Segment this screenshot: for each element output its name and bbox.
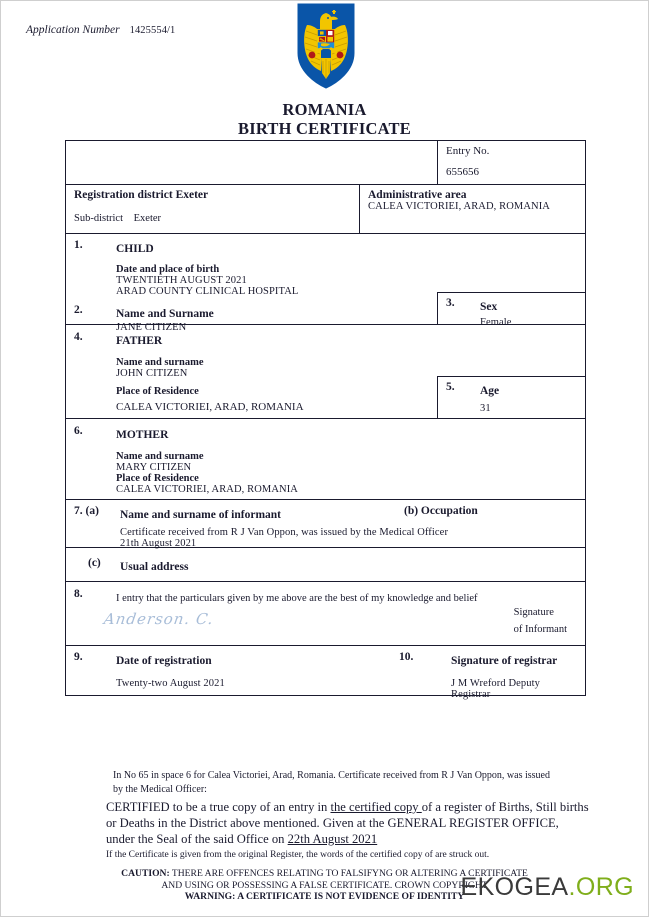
footer-note-line1: In No 65 in space 6 for Calea Victoriei, Arad, Romania. Certificate received from R J Van Oppon, was issued	[113, 770, 550, 781]
informant-signature: Anderson. C.	[102, 610, 216, 628]
mother-number: 6.	[74, 425, 83, 437]
informant-heading-line	[74, 505, 577, 523]
sex-number: 3.	[446, 297, 455, 309]
registrar-label: Signature of registrar	[451, 655, 558, 667]
declaration-number: 8.	[74, 588, 83, 600]
father-heading-line	[74, 331, 577, 349]
application-number-label: Application Number	[26, 24, 120, 36]
registration-district-label: Registration district Exeter	[74, 189, 209, 201]
dob-label: Date and place of birth	[116, 264, 220, 275]
sub-district-label: Sub-district	[74, 213, 123, 224]
sub-district-value: Exeter	[133, 213, 162, 224]
registrar-value: J M Wreford Deputy Registrar	[451, 678, 540, 700]
child-heading-line	[74, 239, 577, 257]
mother-content	[66, 419, 585, 501]
sub-district-line	[74, 213, 351, 224]
administrative-area-value: CALEA VICTORIEI, ARAD, ROMANIA	[368, 201, 550, 212]
father-title: FATHER	[116, 335, 163, 347]
application-number-value: 1425554/1	[129, 25, 176, 36]
age-cell	[437, 376, 585, 418]
sex-cell	[437, 292, 585, 328]
child-name-value: JANE CITIZEN	[116, 322, 187, 333]
registrar-heading-line	[399, 651, 577, 669]
informant-content	[66, 500, 585, 554]
declaration-content	[66, 582, 585, 612]
child-name-label: Name and Surname	[116, 308, 214, 320]
mother-title: MOTHER	[116, 429, 169, 441]
mother-residence-label: Place of Residence	[116, 473, 199, 484]
page-title	[1, 100, 648, 138]
certified-underline-copy: the certified copy	[330, 800, 422, 814]
child-name-number: 2.	[74, 304, 83, 316]
table-row-father	[66, 325, 585, 419]
birth-place-value: ARAD COUNTY CLINICAL HOSPITAL	[116, 286, 299, 297]
application-number	[26, 24, 175, 36]
informant-line-2: 21th August 2021	[120, 538, 197, 549]
certified-underline-date: 22th August 2021	[287, 832, 378, 846]
administrative-area-cell	[359, 185, 585, 233]
sex-label: Sex	[480, 301, 498, 313]
entry-no-value: 655656	[446, 166, 479, 178]
usual-address-label: Usual address	[120, 561, 189, 573]
registration-district-cell	[66, 185, 359, 233]
struck-out-note: If the Certificate is given from the original Register, the words of the certified copy of are struck out.	[106, 850, 490, 860]
certificate-table	[65, 140, 586, 700]
father-residence-value: CALEA VICTORIEI, ARAD, ROMANIA	[116, 401, 304, 413]
sex-heading-line	[446, 297, 577, 315]
father-residence-label: Place of Residence	[116, 386, 199, 397]
mother-heading-line	[74, 425, 577, 443]
signature-label-line1: Signature	[513, 607, 554, 618]
certified-text-part1: CERTIFIED to be a true copy of an entry in	[106, 800, 331, 814]
administrative-area-label: Administrative area	[368, 189, 467, 201]
entry-no-label: Entry No.	[446, 145, 490, 157]
occupation-label: (b) Occupation	[404, 505, 478, 517]
registrar-cell	[391, 646, 585, 705]
caution-line-3: WARNING: A CERTIFICATE IS NOT EVIDENCE OF IDENTITY	[184, 891, 465, 902]
father-name-label: Name and surname	[116, 357, 204, 368]
entry-blank-cell	[66, 141, 437, 184]
informant-number: 7. (a)	[74, 505, 99, 517]
table-row-usual-address	[66, 548, 585, 582]
mother-name-value: MARY CITIZEN	[116, 462, 192, 473]
title-country: ROMANIA	[282, 100, 367, 119]
certified-text-part2: of a register of Births, Still births or Deaths in the District above mentioned. Given at the GENERAL REGISTER OFFICE, under the Seal of the said Office on	[106, 800, 589, 846]
child-title: CHILD	[116, 243, 154, 255]
age-heading-line	[446, 381, 577, 399]
child-number: 1.	[74, 239, 83, 251]
ekogea-logo	[461, 873, 635, 902]
registration-number: 9.	[74, 651, 83, 663]
dob-value: TWENTIETH AUGUST 2021	[116, 275, 247, 286]
table-row-registration	[66, 646, 585, 700]
title-document-type: BIRTH CERTIFICATE	[238, 119, 411, 138]
logo-name-text: EKOGEA	[460, 873, 569, 901]
entry-no-cell	[437, 141, 585, 184]
informant-name-label: Name and surname of informant	[120, 509, 281, 521]
mother-name-block	[116, 451, 577, 495]
registration-date-label: Date of registration	[116, 655, 212, 667]
signature-of-informant-label	[514, 604, 567, 638]
usual-address-number: (c)	[88, 557, 101, 569]
table-row-informant	[66, 500, 585, 548]
logo-tld-text: .ORG	[568, 873, 634, 901]
footer-note-paragraph	[113, 769, 585, 797]
registrar-number: 10.	[399, 651, 414, 663]
footer-note-line2: by the Medical Officer:	[113, 784, 207, 795]
father-number: 4.	[74, 331, 83, 343]
declaration-text: I entry that the particulars given by me above are the best of my knowledge and belief	[116, 593, 478, 604]
informant-line-1: Certificate received from R J Van Oppon, was issued by the Medical Officer	[120, 527, 449, 538]
age-number: 5.	[446, 381, 455, 393]
usual-address-content	[66, 548, 585, 584]
table-row-district	[66, 185, 585, 234]
caution-line-1-text: THERE ARE OFFENCES RELATING TO FALSIFYNG OR ALTERING A CERTIFICATE	[169, 868, 528, 879]
sex-value: Female	[480, 317, 512, 328]
table-row-declaration	[66, 582, 585, 646]
mother-residence-value: CALEA VICTORIEI, ARAD, ROMANIA	[116, 484, 298, 495]
signature-label-line2: of Informant	[513, 624, 567, 635]
age-value: 31	[480, 403, 491, 414]
caution-label: CAUTION:	[121, 868, 170, 879]
age-label: Age	[480, 385, 500, 397]
table-row-entry-no	[66, 141, 585, 185]
romania-coat-of-arms-icon	[297, 3, 355, 89]
table-row-mother	[66, 419, 585, 500]
father-name-value: JOHN CITIZEN	[116, 368, 188, 379]
certified-paragraph	[106, 799, 590, 847]
informant-detail-block	[120, 527, 577, 549]
mother-name-label: Name and surname	[116, 451, 204, 462]
table-row-child	[66, 234, 585, 333]
registration-date-value: Twenty-two August 2021	[116, 678, 225, 689]
caution-line-2: AND USING OR POSSESSING A FALSE CERTIFICATE. CROWN COPYRIGHT	[161, 879, 488, 891]
